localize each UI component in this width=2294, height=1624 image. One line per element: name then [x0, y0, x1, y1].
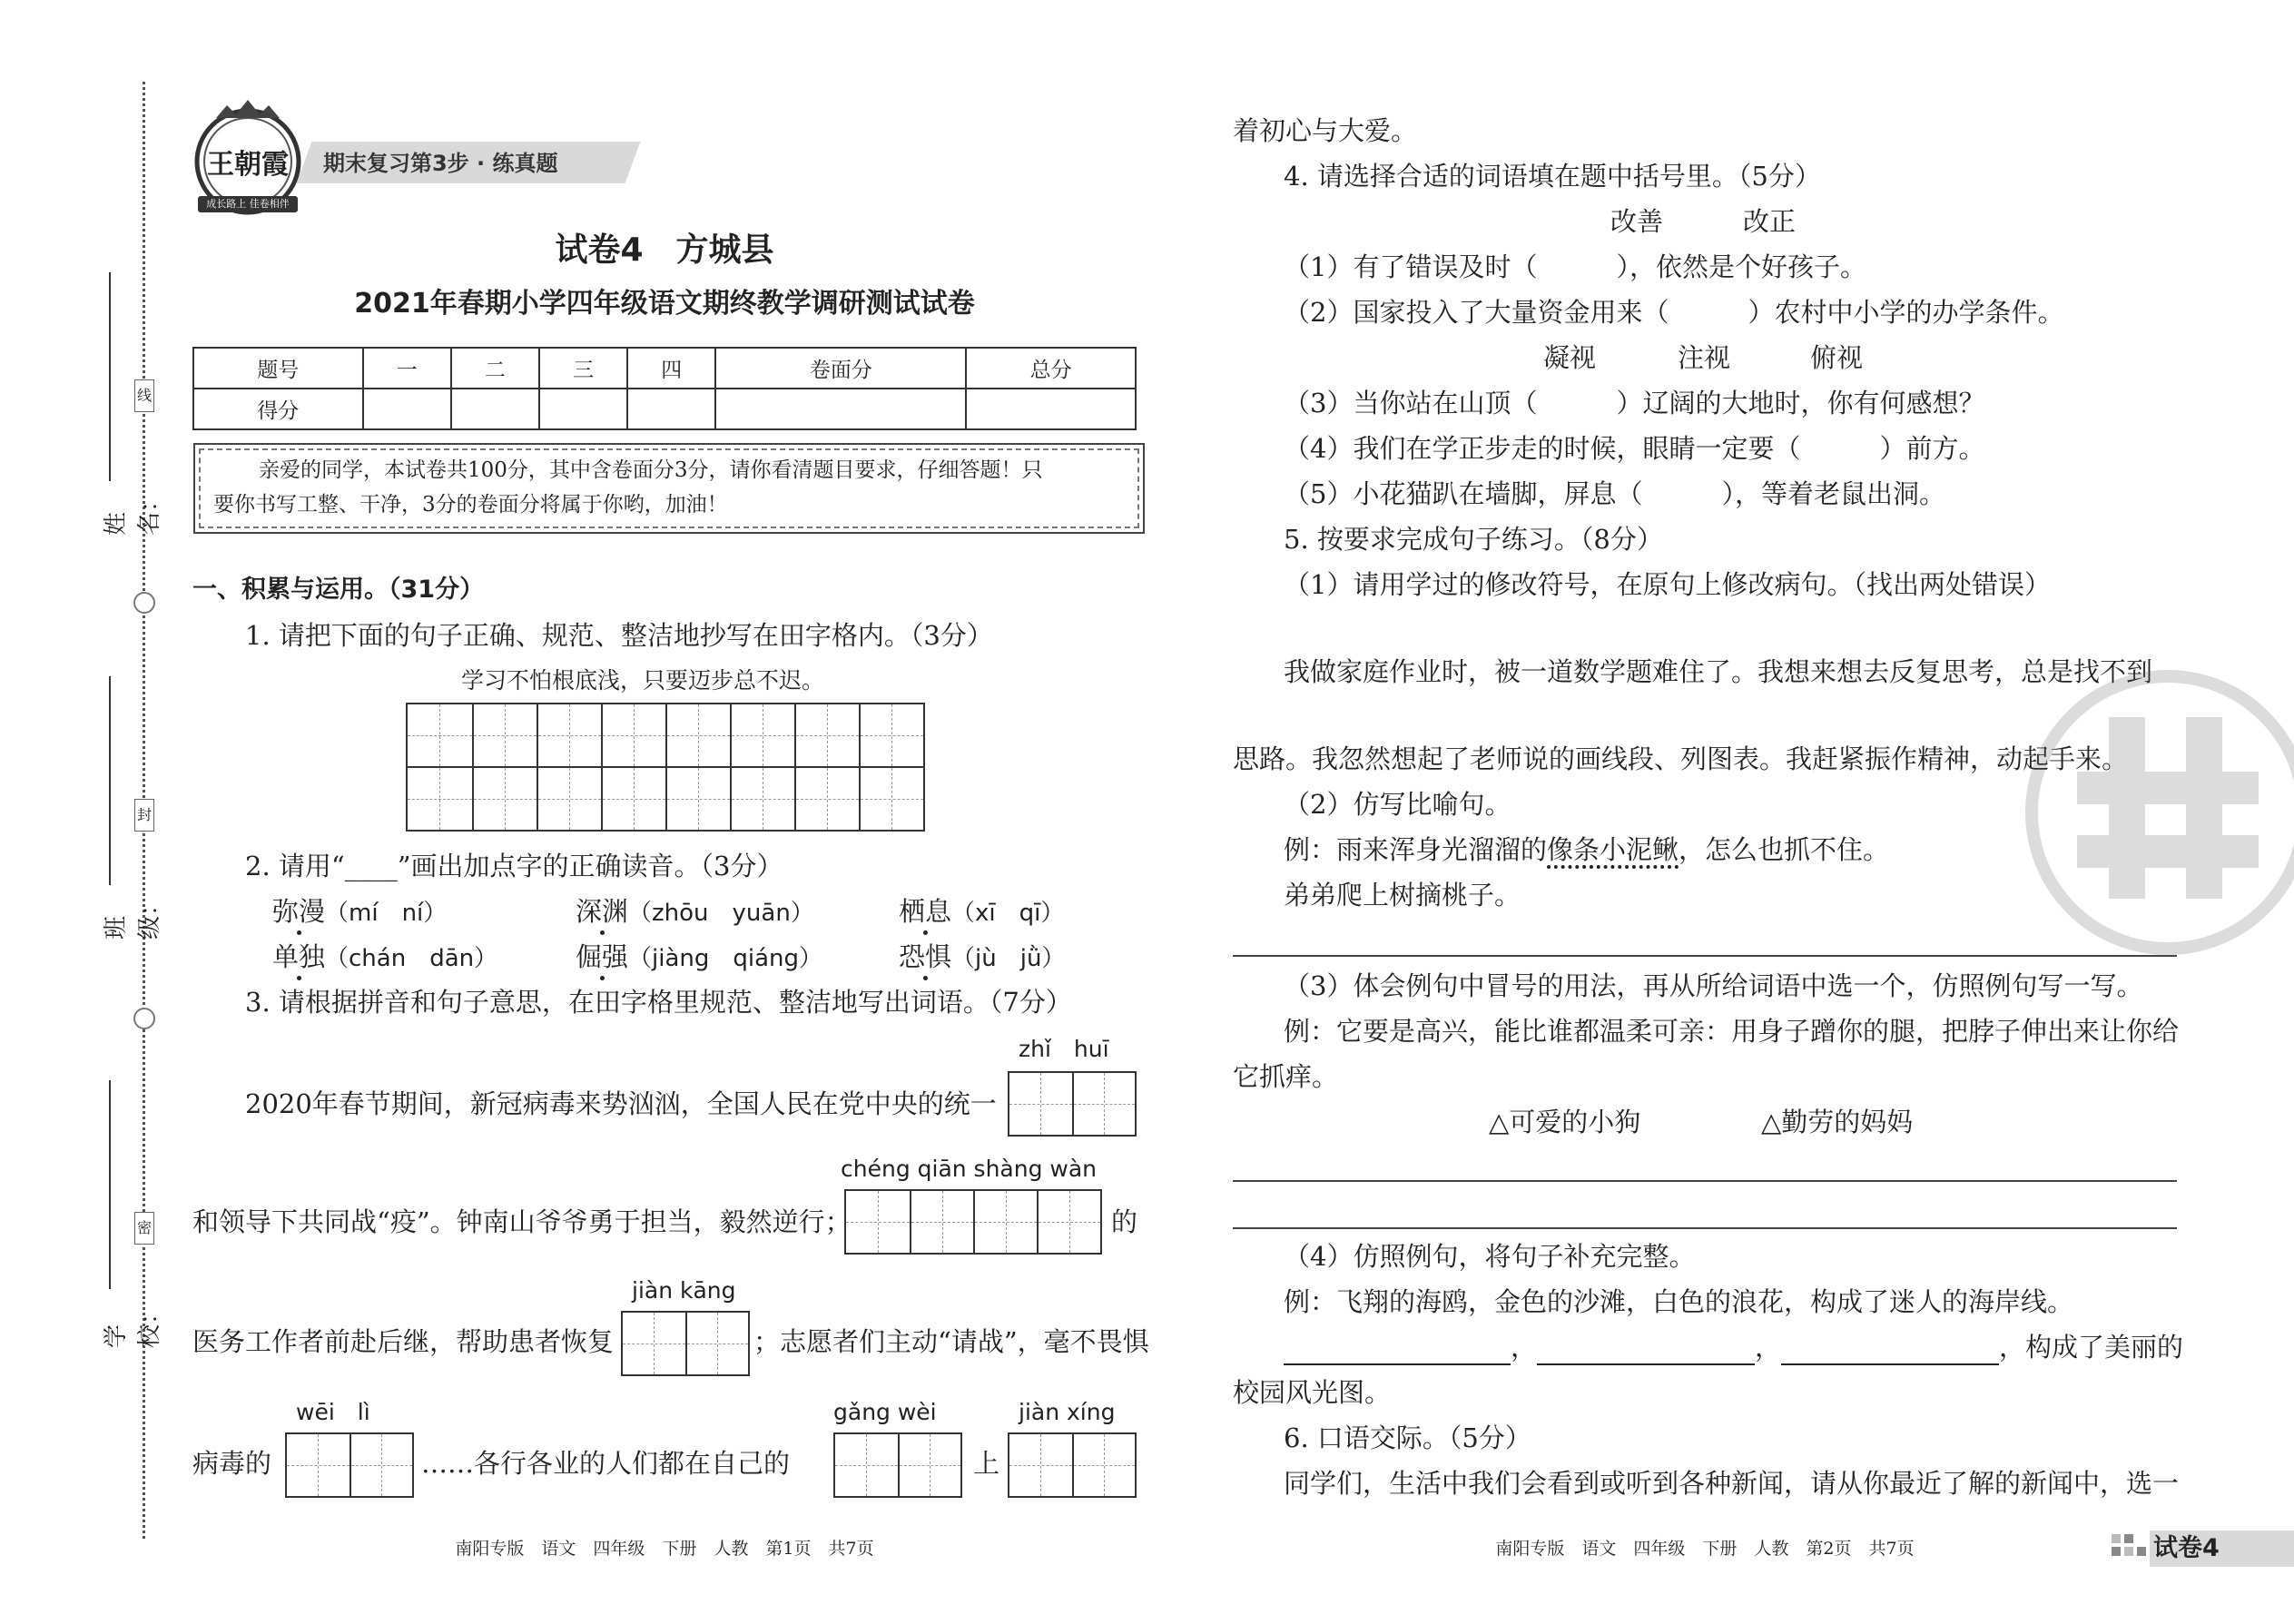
q1-sentence: 学习不怕根底浅，只要迈步总不迟。: [461, 667, 825, 694]
pinyin-chengqian: chéng qiān shàng wàn: [841, 1156, 1098, 1182]
blank[interactable]: [1284, 1336, 1511, 1365]
grid-cell[interactable]: [794, 704, 859, 766]
score-table-row: [193, 389, 1136, 429]
grid-cell[interactable]: [973, 1191, 1037, 1253]
question-2: 2. 请用“____”画出加点字的正确读音。（3分）: [245, 851, 783, 881]
grid-cell[interactable]: [859, 768, 923, 830]
q5-2-prompt: 弟弟爬上树摘桃子。: [1284, 880, 1521, 910]
notice-line-1: 亲爱的同学，本试卷共100分，其中含卷面分3分，请你看清题目要求，仔细答题！只: [259, 458, 1043, 482]
logo-badge: [180, 98, 316, 216]
q5-1-text-2[interactable]: 思路。我忽然想起了老师说的画线段、列图表。我赶紧振作精神，动起手来。: [1233, 743, 2129, 774]
q4-sentence-1: （1）有了错误及时（ ），依然是个好孩子。: [1284, 251, 1866, 282]
cont-text: 着初心与大爱。: [1233, 115, 1418, 146]
q2-item[interactable]: 单独（chán dān）: [272, 939, 497, 977]
blank[interactable]: [1781, 1336, 1999, 1365]
section-1-heading: 一、积累与运用。（31分）: [192, 576, 485, 604]
grid-cell[interactable]: [408, 704, 472, 766]
grid-cell[interactable]: [1009, 1434, 1072, 1496]
notice-line-2: 要你书写工整、干净，3分的卷面分将属于你哟，加油！: [213, 493, 728, 517]
grid-cell[interactable]: [623, 1313, 685, 1374]
grid-cell[interactable]: [859, 704, 923, 766]
q5-3-example-2: 它抓痒。: [1233, 1061, 1339, 1092]
score-col: 卷面分: [715, 348, 966, 389]
score-cell[interactable]: [966, 389, 1136, 429]
grid-cell[interactable]: [287, 1434, 350, 1496]
grid-cell[interactable]: [601, 704, 665, 766]
score-col: 总分: [966, 348, 1136, 389]
grid-cell[interactable]: [1072, 1434, 1135, 1496]
q5-3-example-1: 例：它要是高兴，能比谁都温柔可亲：用身子蹭你的腿，把脖子伸出来让你给: [1284, 1016, 2180, 1047]
q3-line-3b: ；志愿者们主动“请战”，毫不畏惧: [753, 1326, 1149, 1357]
q5-4-end-2: 校园风光图。: [1233, 1377, 1392, 1408]
grid-cell[interactable]: [350, 1434, 412, 1496]
grid-cell[interactable]: [910, 1191, 973, 1253]
grid-cell[interactable]: [730, 768, 794, 830]
grid-cell[interactable]: [685, 1313, 748, 1374]
binding-mi-mark: 密: [134, 1212, 154, 1245]
q5-part-2: （2）仿写比喻句。: [1284, 789, 1511, 820]
q3-line-4a: 病毒的: [192, 1448, 272, 1479]
question-3: 3. 请根据拼音和句子意思，在田字格里规范、整洁地写出词语。（7分）: [245, 987, 1072, 1018]
score-row-label: 得分: [193, 389, 363, 429]
page-tab-label: 试卷4: [2153, 1534, 2220, 1562]
q5-part-1: （1）请用学过的修改符号，在原句上修改病句。（找出两处错误）: [1284, 569, 2051, 600]
q4-word-option: 注视: [1678, 342, 1731, 373]
page-title: 试卷4 方城县: [555, 231, 774, 269]
grid-cell[interactable]: [794, 768, 859, 830]
q5-1-text-1[interactable]: 我做家庭作业时，被一道数学题难住了。我想来想去反复思考，总是找不到: [1284, 656, 2153, 687]
binding-hole-1: [133, 592, 155, 614]
school-label: 学校：: [103, 1300, 163, 1348]
q6-text: 同学们，生活中我们会看到或听到各种新闻，请从你最近了解的新闻中，选一: [1284, 1468, 2180, 1499]
class-underline[interactable]: [109, 676, 111, 885]
grid-cell[interactable]: [472, 768, 537, 830]
grid-cell[interactable]: [1037, 1191, 1100, 1253]
q4-sentence-5: （5）小花猫趴在墙脚，屏息（ ），等着老鼠出洞。: [1284, 478, 1945, 509]
q3-line-2a: 和领导下共同战“疫”。钟南山爷爷勇于担当，毅然逆行；: [192, 1206, 852, 1237]
page-subtitle: 2021年春期小学四年级语文期终教学调研测试试卷: [354, 288, 975, 320]
q5-2-example: 例：雨来浑身光溜溜的像条小泥鳅，怎么也抓不住。: [1284, 832, 1889, 868]
pinyin-gangwei: gǎng wèi: [833, 1399, 937, 1425]
blank[interactable]: [1537, 1336, 1755, 1365]
q3-line-2b: 的: [1111, 1206, 1138, 1237]
notice-box: [193, 443, 1145, 534]
score-cell[interactable]: [451, 389, 539, 429]
q4-word-option: 改善: [1610, 206, 1664, 237]
page-tab-squares: [2112, 1534, 2150, 1561]
score-col: 题号: [193, 348, 363, 389]
q4-sentence-3: （3）当你站在山顶（ ）辽阔的大地时，你有何感想？: [1284, 388, 1985, 418]
grid-cell[interactable]: [898, 1434, 960, 1496]
q5-4-example: 例：飞翔的海鸥，金色的沙滩，白色的浪花，构成了迷人的海岸线。: [1284, 1286, 2074, 1317]
seal-emblem-icon: [2023, 663, 2294, 962]
q2-item[interactable]: 深渊（zhōu yuān）: [576, 893, 814, 931]
score-cell[interactable]: [715, 389, 966, 429]
score-table: [192, 347, 1137, 430]
score-cell[interactable]: [539, 389, 627, 429]
score-col: 一: [363, 348, 451, 389]
answer-grid-weili[interactable]: [285, 1432, 414, 1498]
q3-line-4c: 上: [973, 1448, 1000, 1479]
pinyin-weili: wēi lì: [296, 1399, 370, 1425]
score-col: 二: [451, 348, 539, 389]
q5-3-option: △可爱的小狗: [1489, 1107, 1641, 1137]
score-table-header: [193, 348, 1136, 389]
question-4: 4. 请选择合适的词语填在题中括号里。（5分）: [1284, 161, 1821, 192]
answer-line[interactable]: [1233, 1180, 2177, 1182]
grid-cell[interactable]: [730, 704, 794, 766]
q4-word-option: 改正: [1743, 206, 1797, 237]
q4-word-option: 俯视: [1810, 342, 1864, 373]
q4-sentence-2: （2）国家投入了大量资金用来（ ）农村中小学的办学条件。: [1284, 297, 2064, 328]
q1-grid-row-1[interactable]: [406, 703, 925, 768]
grid-cell[interactable]: [601, 768, 665, 830]
watermark-seal: [2023, 663, 2294, 962]
question-5: 5. 按要求完成句子练习。（8分）: [1284, 524, 1663, 555]
q2-item[interactable]: 弥漫（mí ní）: [272, 893, 447, 931]
class-label: 班级：: [103, 891, 163, 940]
score-cell[interactable]: [627, 389, 715, 429]
pinyin-zhihui: zhǐ huī: [1019, 1036, 1109, 1062]
left-footer: 南阳专版 语文 四年级 下册 人教 第1页 共7页: [455, 1539, 874, 1559]
score-cell[interactable]: [363, 389, 451, 429]
grid-cell[interactable]: [846, 1191, 910, 1253]
binding-xian-mark: 线: [134, 379, 154, 412]
grid-cell[interactable]: [537, 704, 601, 766]
grid-cell[interactable]: [1072, 1073, 1135, 1135]
answer-line[interactable]: [1233, 1227, 2177, 1229]
q4-word-option: 凝视: [1543, 342, 1597, 373]
binding-feng-mark: 封: [134, 799, 154, 832]
grid-cell[interactable]: [835, 1434, 898, 1496]
q2-item[interactable]: 栖息（xī qī）: [899, 893, 1064, 931]
q3-line-4b: ……各行各业的人们都在自己的: [421, 1448, 791, 1479]
question-6: 6. 口语交际。（5分）: [1284, 1422, 1531, 1453]
logo-text: 王朝霞: [207, 149, 289, 181]
pinyin-jianxing: jiàn xíng: [1019, 1399, 1116, 1425]
grid-cell[interactable]: [665, 704, 730, 766]
answer-grid-zhihui[interactable]: [1008, 1071, 1137, 1137]
right-footer: 南阳专版 语文 四年级 下册 人教 第2页 共7页: [1495, 1539, 1915, 1559]
question-1: 1. 请把下面的句子正确、规范、整洁地抄写在田字格内。（3分）: [245, 620, 993, 651]
logo-slogan: 成长路上 佳卷相伴: [206, 198, 290, 210]
grid-cell[interactable]: [472, 704, 537, 766]
school-underline[interactable]: [109, 1080, 111, 1289]
binding-hole-2: [133, 1008, 155, 1029]
q2-item[interactable]: 倔强（jiàng qiáng）: [576, 939, 822, 977]
q5-part-4: （4）仿照例句，将句子补充完整。: [1284, 1241, 1696, 1272]
q5-3-option: △勤劳的妈妈: [1761, 1107, 1914, 1137]
banner-text: 期末复习第3步 · 练真题: [323, 151, 558, 176]
score-col: 四: [627, 348, 715, 389]
answer-grid-gangwei[interactable]: [833, 1432, 962, 1498]
q3-line-1: 2020年春节期间，新冠病毒来势汹汹，全国人民在党中央的统一: [245, 1088, 997, 1119]
answer-grid-jianxing[interactable]: [1008, 1432, 1137, 1498]
q5-4-fill-line[interactable]: ， ， ，构成了美丽的: [1284, 1329, 2183, 1365]
answer-grid-chengqian[interactable]: [844, 1189, 1102, 1255]
name-label: 姓名：: [103, 487, 163, 536]
q5-part-3: （3）体会例句中冒号的用法，再从所给词语中选一个，仿照例句写一写。: [1284, 970, 2143, 1001]
dotted-phrase: 像条小泥鳅: [1547, 834, 1679, 869]
q2-item[interactable]: 恐惧（jù jǜ）: [899, 939, 1065, 977]
score-col: 三: [539, 348, 627, 389]
name-underline[interactable]: [109, 272, 111, 481]
q4-sentence-4: （4）我们在学正步走的时候，眼睛一定要（ ）前方。: [1284, 433, 1985, 464]
q3-line-3a: 医务工作者前赴后继，帮助患者恢复: [192, 1326, 615, 1357]
grid-cell[interactable]: [408, 768, 472, 830]
q1-grid-row-2[interactable]: [406, 766, 925, 832]
answer-grid-jiankang[interactable]: [621, 1311, 750, 1376]
grid-cell[interactable]: [1009, 1073, 1072, 1135]
pinyin-jiankang: jiàn kāng: [632, 1277, 736, 1304]
grid-cell[interactable]: [537, 768, 601, 830]
grid-cell[interactable]: [665, 768, 730, 830]
